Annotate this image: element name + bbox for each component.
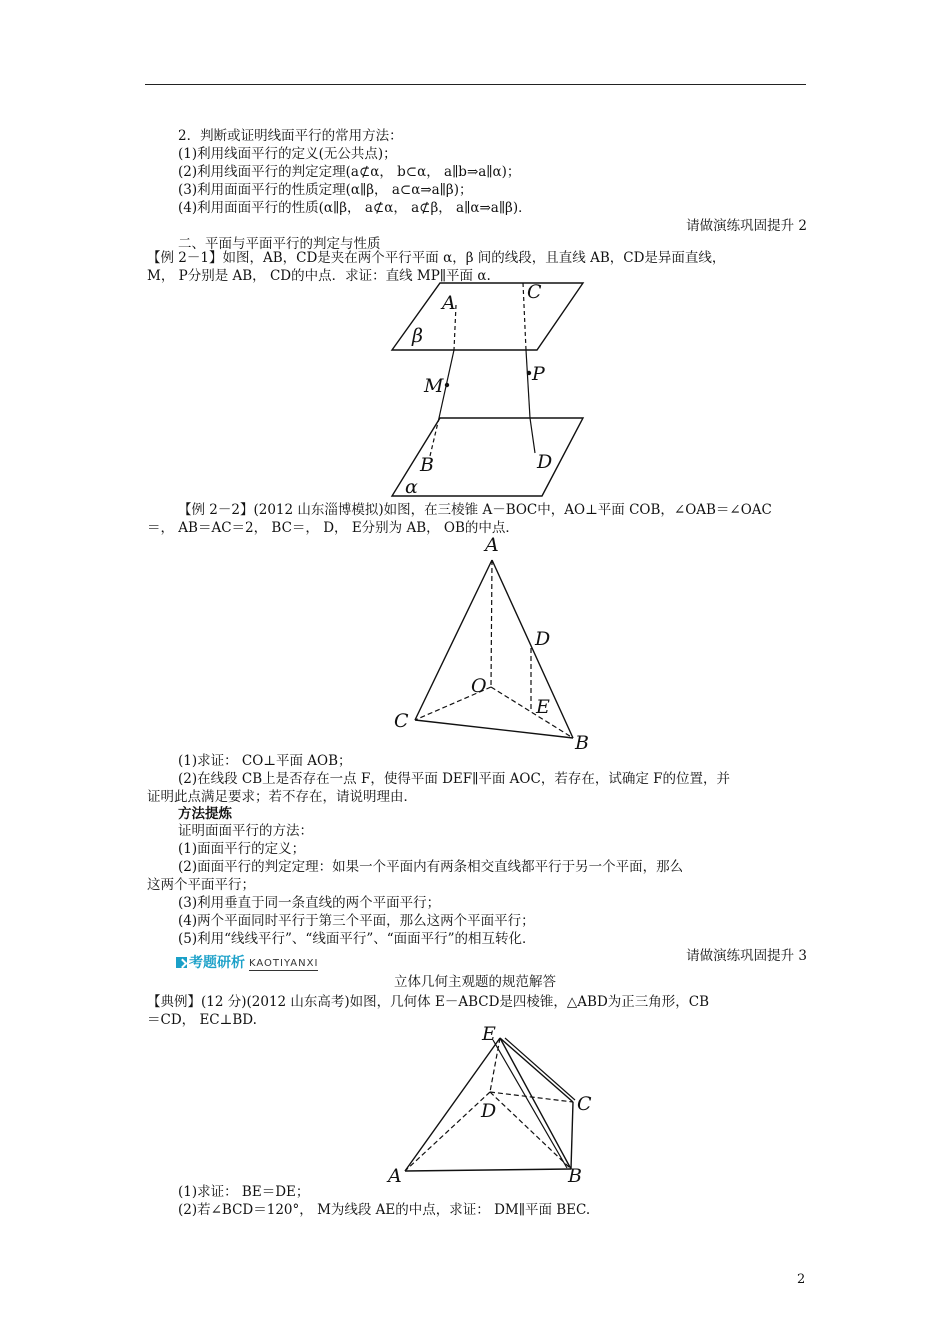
fig1-label-A: A [442, 292, 456, 314]
method-2: (2)利用线面平行的判定定理(a⊄α， b⊂α， a∥b⇒a∥α)； [178, 164, 521, 180]
fig2-label-D: D [535, 628, 551, 650]
example-2-2-line2: ＝， AB＝AC＝2， BC＝， D， E分别为 AB， OB的中点． [147, 520, 519, 536]
typical-example-line1: 【典例】(12 分)(2012 山东高考)如图，几何体 E－ABCD是四棱锥，△ABD为正三角形，CB [147, 994, 710, 1010]
summary-item-4: (4)两个平面同时平行于第三个平面，那么这两个平面平行； [178, 913, 535, 929]
arrow-icon [176, 957, 187, 968]
fig3-label-D: D [481, 1100, 497, 1122]
example-2-2-question2a: (2)在线段 CB上是否存在一点 F，使得平面 DEF∥平面 AOC，若存在，试确定 F的位置，并 [178, 771, 730, 787]
fig3-label-A: A [388, 1165, 402, 1186]
method-1: (1)利用线面平行的定义(无公共点)； [178, 146, 397, 162]
fig1-label-alpha: α [405, 476, 418, 498]
fig2-label-B: B [575, 732, 589, 753]
typical-question1: (1)求证： BE＝DE； [178, 1184, 310, 1200]
banner-title: 考题研析 [189, 955, 245, 971]
figure-parallel-planes [380, 278, 610, 498]
summary-item-5: (5)利用“线线平行”、“线面平行”、“面面平行”的相互转化． [178, 931, 536, 947]
fig2-label-C: C [394, 710, 409, 732]
fig2-label-E: E [536, 696, 550, 718]
method-3: (3)利用面面平行的性质定理(α∥β， a⊂α⇒a∥β)； [178, 182, 473, 198]
fig1-label-B: B [420, 454, 434, 476]
summary-title: 方法提炼 [178, 806, 232, 822]
fig1-label-M: M [424, 375, 444, 397]
fig1-label-beta: β [412, 325, 423, 347]
section2-heading: 2．判断或证明线面平行的常用方法： [178, 128, 403, 144]
fig2-label-A: A [485, 535, 499, 556]
summary-item-3: (3)利用垂直于同一条直线的两个平面平行； [178, 895, 441, 911]
figure-triangular-pyramid [388, 535, 598, 753]
summary-item-2a: (2)面面平行的判定定理：如果一个平面内有两条相交直线都平行于另一个平面，那么 [178, 859, 684, 875]
fig3-label-C: C [577, 1093, 592, 1115]
page-number: 2 [797, 1272, 806, 1287]
figure-quadrilateral-pyramid [385, 1022, 600, 1186]
fig3-label-E: E [482, 1023, 496, 1045]
example-2-2-question2b: 证明此点满足要求；若不存在，请说明理由． [147, 789, 417, 805]
summary-item-1: (1)面面平行的定义； [178, 841, 306, 857]
summary-item-2b: 这两个平面平行； [147, 877, 255, 893]
example-2-2-line1: 【例 2－2】(2012 山东淄博模拟)如图，在三棱锥 A－BOC中，AO⊥平面 COB，∠OAB＝∠OAC [178, 502, 772, 518]
summary-intro: 证明面面平行的方法： [178, 823, 313, 839]
header-rule [145, 84, 806, 85]
sub-heading: 立体几何主观题的规范解答 [394, 974, 556, 990]
banner-subtitle: KAOTIYANXI [249, 958, 319, 969]
example-2-1-line1: 【例 2－1】如图，AB，CD是夹在两个平行平面 α，β 间的线段，且直线 AB，CD是异面直线， [147, 250, 726, 266]
practice-tip-2: 请做演练巩固提升 2 [686, 218, 807, 234]
fig1-label-D: D [537, 451, 553, 473]
example-2-1-line2: M， P分别是 AB， CD的中点．求证：直线 MP∥平面 α. [147, 268, 491, 284]
fig1-label-P: P [532, 363, 545, 385]
practice-tip-3: 请做演练巩固提升 3 [686, 948, 807, 964]
typical-example-line2: ＝CD， EC⊥BD. [147, 1012, 257, 1028]
section-banner [176, 953, 318, 971]
fig3-label-B: B [568, 1165, 582, 1186]
method-4: (4)利用面面平行的性质(α∥β， a⊄α， a⊄β， a∥α⇒a∥β)． [178, 200, 532, 216]
fig1-label-C: C [527, 281, 542, 303]
example-2-2-question1: (1)求证： CO⊥平面 AOB； [178, 753, 352, 769]
fig2-label-O: O [471, 675, 487, 697]
typical-question2: (2)若∠BCD＝120°， M为线段 AE的中点，求证： DM∥平面 BEC. [178, 1202, 591, 1218]
part2-title: 二、平面与平面平行的判定与性质 [178, 236, 381, 252]
